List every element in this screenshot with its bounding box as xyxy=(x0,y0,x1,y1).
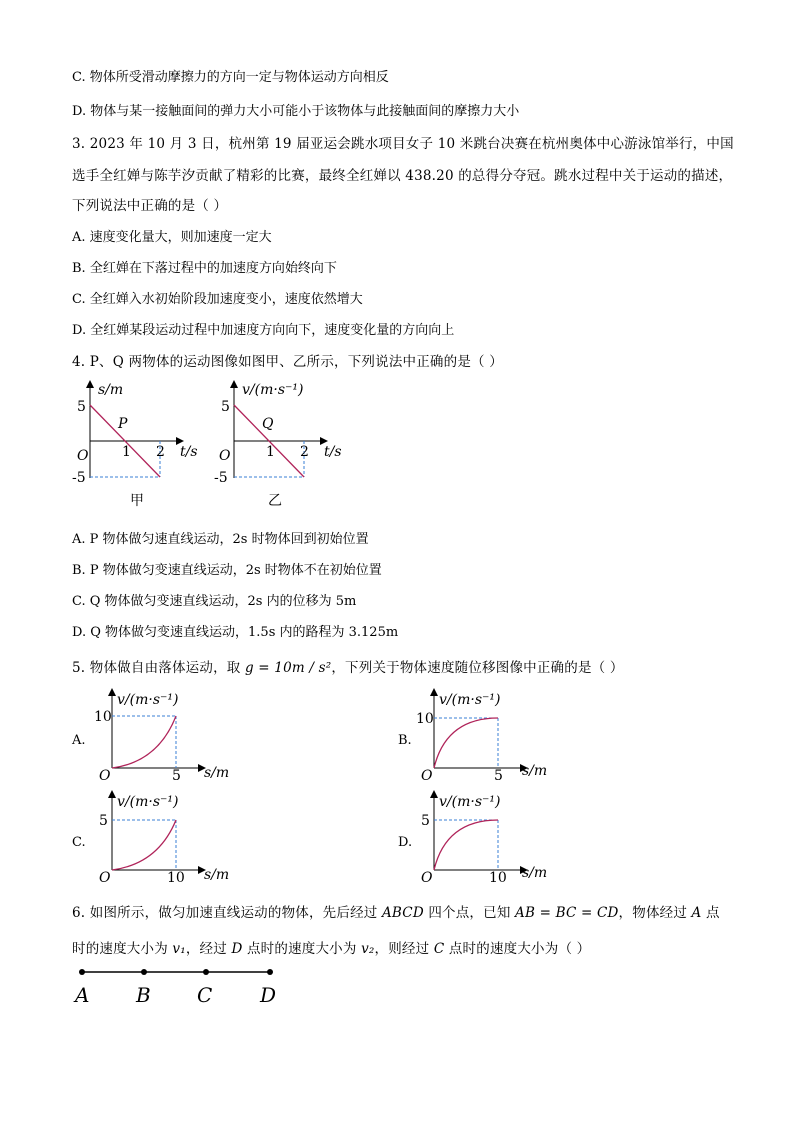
q6-text: ，物体经过 xyxy=(618,905,692,921)
q3-option-c: C. 全红婵入水初始阶段加速度变小，速度依然增大 xyxy=(72,292,363,307)
q4-graph-yi xyxy=(212,378,362,518)
q4-graph-jia xyxy=(72,378,212,518)
q5d-xtick: 10 xyxy=(489,870,507,886)
q3-stem-line2: 选手全红婵与陈芋汐贡献了精彩的比赛，最终全红婵以 438.20 的总得分夺冠。跳水过程中关于运动的描述， xyxy=(72,168,733,184)
q4-yi-xlabel: t/s xyxy=(324,444,342,460)
q4-option-d: D. Q 物体做匀变速直线运动，1.5s 内的路程为 3.125m xyxy=(72,625,399,640)
q2-option-d: D. 物体与某一接触面间的弹力大小可能小于该物体与此接触面间的摩擦力大小 xyxy=(72,104,520,119)
q6-v1: v₁ xyxy=(172,941,186,957)
q4-option-c: C. Q 物体做匀变速直线运动，2s 内的位移为 5m xyxy=(72,594,357,609)
q5c-origin: O xyxy=(99,870,111,886)
q4-jia-origin: O xyxy=(77,448,89,464)
q6-point-a: A xyxy=(691,905,702,921)
q6-label-a: A xyxy=(75,983,90,1007)
q5-graph-c xyxy=(96,788,246,886)
q6-stem-line2 xyxy=(72,937,590,957)
q5d-curve xyxy=(434,820,498,870)
q3-option-d: D. 全红婵某段运动过程中加速度方向向下，速度变化量的方向向上 xyxy=(72,323,455,338)
q5d-xlabel: s/m xyxy=(522,865,548,881)
q5b-xlabel: s/m xyxy=(522,763,548,779)
q5b-origin: O xyxy=(421,768,433,784)
q5-graph-a-label: A. xyxy=(72,733,86,748)
q5c-xlabel: s/m xyxy=(204,867,230,883)
q4-yi-xtick-2: 2 xyxy=(300,444,309,460)
q2-option-c: C. 物体所受滑动摩擦力的方向一定与物体运动方向相反 xyxy=(72,70,389,85)
q5-graph-d-label: D. xyxy=(398,835,413,850)
q3-stem-line1: 3. 2023 年 10 月 3 日，杭州第 19 届亚运会跳水项目女子 10 米跳台决赛在杭州奥体中心游泳馆举行，中国 xyxy=(72,136,734,152)
q4-jia-ytick-neg5: -5 xyxy=(72,470,86,486)
q4-yi-xtick-1: 1 xyxy=(266,444,275,460)
q5b-ylabel: v/(m·s⁻¹) xyxy=(439,692,501,708)
q5c-xtick: 10 xyxy=(167,870,185,886)
q6-text: 点 xyxy=(701,905,720,921)
q4-yi-ytick-neg5: -5 xyxy=(214,470,228,486)
q5-graph-d xyxy=(418,788,568,886)
q6-dot-c xyxy=(203,969,209,975)
q4-option-a: A. P 物体做匀速直线运动，2s 时物体回到初始位置 xyxy=(72,532,369,547)
q5d-ytick: 5 xyxy=(421,813,430,829)
q5-graph-b xyxy=(416,686,568,784)
q5-graph-b-label: B. xyxy=(398,733,412,748)
q5c-curve xyxy=(112,820,176,870)
q6-label-b: B xyxy=(136,983,151,1007)
q5a-xtick: 5 xyxy=(172,768,181,784)
q6-dot-d xyxy=(267,969,273,975)
q4-jia-ylabel: s/m xyxy=(98,382,124,398)
q6-dot-b xyxy=(141,969,147,975)
q5a-ytick: 10 xyxy=(94,709,112,725)
q6-text: 四个点，已知 xyxy=(423,905,516,921)
q6-dot-a xyxy=(79,969,85,975)
q5b-xtick: 5 xyxy=(494,768,503,784)
q5-stem-g: g = 10m / s² xyxy=(244,660,332,676)
q4-jia-xlabel: t/s xyxy=(180,444,198,460)
q6-point-d: D xyxy=(231,941,243,957)
q4-stem: 4. P、Q 两物体的运动图像如图甲、乙所示，下列说法中正确的是（ ） xyxy=(72,354,503,370)
q6-stem-line1 xyxy=(72,901,720,921)
q6-point-c: C xyxy=(433,941,445,957)
q6-text: ，经过 xyxy=(185,941,232,957)
q5-stem-pre: 5. 物体做自由落体运动，取 xyxy=(72,660,245,676)
q5a-curve xyxy=(112,716,176,768)
q5-stem xyxy=(72,656,624,676)
q5a-xlabel: s/m xyxy=(204,765,230,781)
q6-text: ，则经过 xyxy=(374,941,434,957)
q4-yi-origin: O xyxy=(219,448,231,464)
q6-text: 点时的速度大小为 xyxy=(242,941,362,957)
q5-graph-a xyxy=(94,686,246,784)
q5a-ylabel: v/(m·s⁻¹) xyxy=(117,692,179,708)
q3-option-b: B. 全红婵在下落过程中的加速度方向始终向下 xyxy=(72,261,337,276)
q4-jia-caption: 甲 xyxy=(130,493,144,509)
q6-points: ABCD xyxy=(381,905,424,921)
q6-label-c: C xyxy=(197,983,213,1007)
q5d-ylabel: v/(m·s⁻¹) xyxy=(439,794,501,810)
q5-stem-post: ，下列关于物体速度随位移图像中正确的是（ ） xyxy=(331,660,624,676)
q6-label-d: D xyxy=(260,983,277,1007)
q5a-origin: O xyxy=(99,768,111,784)
q4-jia-xtick-2: 2 xyxy=(156,444,165,460)
q6-point-line-diagram xyxy=(70,962,300,1012)
q5b-ytick: 10 xyxy=(416,711,434,727)
q5b-curve xyxy=(434,718,498,768)
q4-yi-caption: 乙 xyxy=(268,493,282,509)
q4-jia-ytick-5: 5 xyxy=(77,399,86,415)
q3-stem-line3: 下列说法中正确的是（ ） xyxy=(72,198,228,214)
q4-yi-curve-label: Q xyxy=(262,416,274,432)
q4-option-b: B. P 物体做匀变速直线运动，2s 时物体不在初始位置 xyxy=(72,563,382,578)
q5d-origin: O xyxy=(421,870,433,886)
q5-graph-c-label: C. xyxy=(72,835,86,850)
q3-option-a: A. 速度变化量大，则加速度一定大 xyxy=(72,230,272,245)
q6-text: 6. 如图所示，做匀加速直线运动的物体，先后经过 xyxy=(72,905,382,921)
q4-jia-curve-label: P xyxy=(118,416,128,432)
q4-yi-ytick-5: 5 xyxy=(221,399,230,415)
q6-equal-segments: AB = BC = CD xyxy=(515,905,619,921)
q5c-ylabel: v/(m·s⁻¹) xyxy=(117,794,179,810)
q6-v2: v₂ xyxy=(361,941,375,957)
q6-text: 时的速度大小为 xyxy=(72,941,173,957)
q6-text: 点时的速度大小为（ ） xyxy=(444,941,591,957)
q5c-ytick: 5 xyxy=(99,813,108,829)
q4-yi-ylabel: v/(m·s⁻¹) xyxy=(242,382,304,398)
q4-jia-xtick-1: 1 xyxy=(122,444,131,460)
